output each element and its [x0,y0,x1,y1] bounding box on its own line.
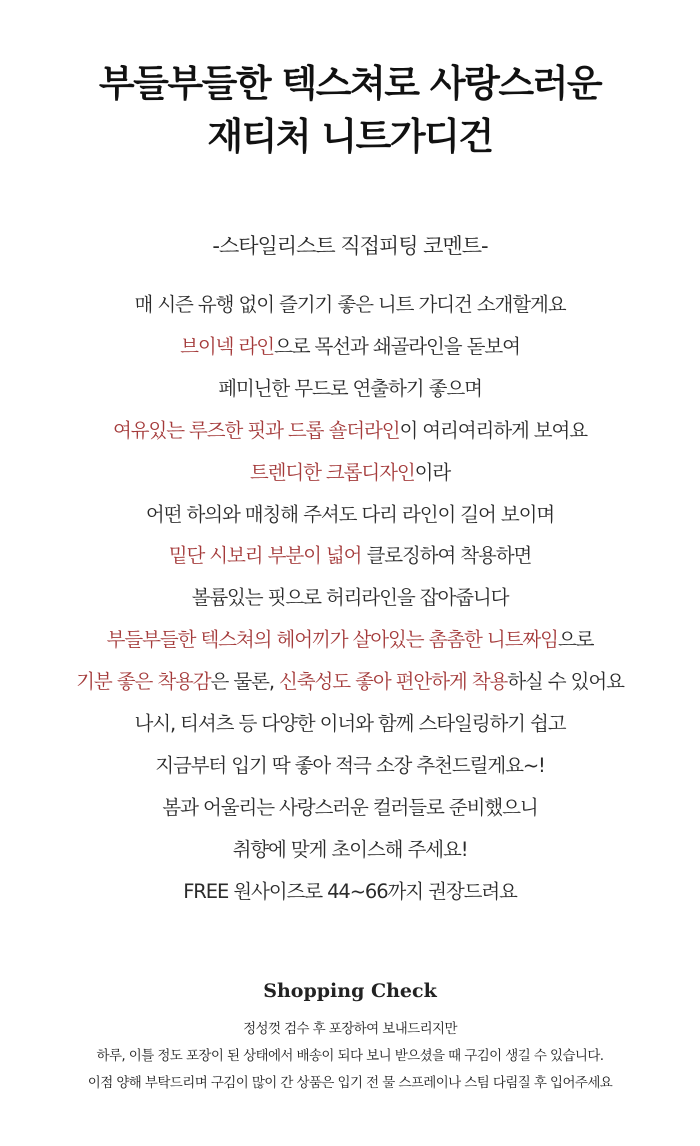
highlighted-text: 신축성도 좋아 편안하게 착용 [279,670,508,693]
comment-line [0,877,700,907]
stylist-comment-heading: -스타일리스트 직접피팅 코멘트- [212,234,488,258]
comment-text: 봄과 어울리는 사랑스러운 컬러들로 준비했으니 [162,796,538,819]
shopping-check-line-3: 이점 양해 부탁드리며 구김이 많이 간 상품은 입기 전 물 스프레이나 스팀 다림질 후 입어주세요 [87,1075,613,1091]
comment-line [0,583,700,613]
highlighted-text: 기분 좋은 착용감 [76,670,211,693]
comment-line [0,625,700,655]
highlighted-text: 트렌디한 크롭디자인 [249,461,415,484]
comment-text: 이 여리여리하게 보여요 [399,419,588,442]
comment-text: 은 물론, [210,670,280,693]
comment-text: 취향에 맞게 초이스해 주세요! [232,838,468,861]
shopping-check-line-1: 정성껏 검수 후 포장하여 보내드리지만 [243,1021,457,1037]
comment-line [0,374,700,404]
comment-text: 볼륨있는 핏으로 허리라인을 잡아줍니다 [191,586,509,609]
headline-line-2: 재티처 니트가디건 [207,115,493,158]
comment-line [0,835,700,865]
comment-text: 이라 [414,461,451,484]
highlighted-text: 부들부들한 텍스쳐의 헤어끼가 살아있는 촘촘한 니트짜임 [106,628,558,651]
highlighted-text: 브이넥 라인 [180,335,274,358]
headline-line-1: 부들부들한 텍스쳐로 사랑스러운 [98,62,602,105]
comment-text: 나시, 티셔츠 등 다양한 이너와 함께 스타일링하기 쉽고 [134,712,566,735]
comment-line [0,709,700,739]
comment-text: 지금부터 입기 딱 좋아 적극 소장 추천드릴게요~! [155,754,545,777]
comment-line [0,667,700,697]
comment-line [0,541,700,571]
comment-line [0,458,700,488]
comment-text: 하실 수 있어요 [507,670,624,693]
comment-line [0,751,700,781]
highlighted-text: 여유있는 루즈한 핏과 드롭 숄더라인 [112,419,400,442]
shopping-check-title: Shopping Check [263,980,437,1002]
comment-line [0,290,700,320]
comment-text: 으로 목선과 쇄골라인을 돋보여 [273,335,520,358]
comment-text: FREE 원사이즈로 44~66까지 권장드려요 [183,880,517,903]
highlighted-text: 밑단 시보리 부분이 넓어 [168,544,362,567]
comment-text: 매 시즌 유행 없이 즐기기 좋은 니트 가디건 소개할게요 [134,293,566,316]
comment-line [0,416,700,446]
comment-line [0,793,700,823]
shopping-check-line-2: 하루, 이틀 정도 포장이 된 상태에서 배송이 되다 보니 받으셨을 때 구김이 생길 수 있습니다. [96,1048,604,1064]
comment-line [0,332,700,362]
comment-text: 페미닌한 무드로 연출하기 좋으며 [218,377,482,400]
comment-text: 으로 [557,628,594,651]
comment-line [0,500,700,530]
comment-text: 어떤 하의와 매칭해 주셔도 다리 라인이 길어 보이며 [145,503,555,526]
comment-text: 클로징하여 착용하면 [361,544,532,567]
